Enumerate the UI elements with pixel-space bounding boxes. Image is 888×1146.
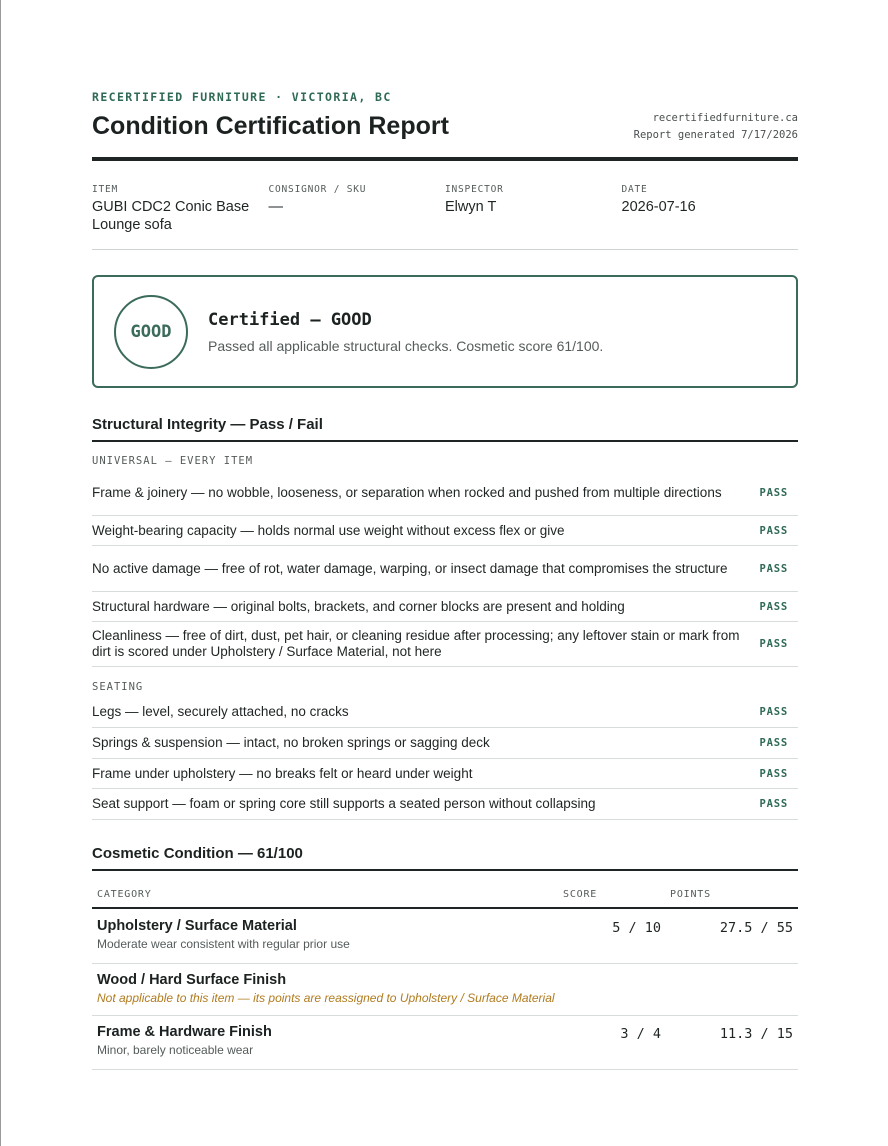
check-row — [92, 728, 798, 759]
group-label-universal: UNIVERSAL — EVERY ITEM — [92, 455, 254, 467]
meta-consignor-value: — — [268, 199, 283, 215]
cosmetic-heading: Cosmetic Condition — 61/100 — [92, 845, 798, 871]
col-category: CATEGORY — [97, 889, 152, 900]
meta-date-label: DATE — [621, 184, 648, 195]
check-text: Cleanliness — free of dirt, dust, pet hair, or cleaning residue after processing; any leftover stain or mark from dirt is scored under Upholstery / Surface Material, not here — [92, 628, 740, 659]
check-row — [92, 789, 798, 820]
check-result: PASS — [759, 524, 788, 537]
cosmetic-table-header — [92, 886, 798, 909]
meta-block — [92, 184, 798, 234]
table-row — [92, 964, 798, 1016]
check-row — [92, 546, 798, 592]
meta-consignor-label: CONSIGNOR / SKU — [268, 184, 367, 195]
check-result: PASS — [759, 767, 788, 780]
category-desc: Not applicable to this item — its points are reassigned to Upholstery / Surface Material — [97, 991, 555, 1005]
table-row — [92, 1016, 798, 1070]
check-result: PASS — [759, 737, 788, 749]
check-text: Frame & joinery — no wobble, looseness, or separation when rocked and pushed from multiple directions — [92, 484, 722, 500]
category-score: 5 / 10 — [612, 920, 661, 936]
certification-summary: Passed all applicable structural checks. Cosmetic score 61/100. — [208, 338, 604, 354]
check-row — [92, 516, 798, 546]
report-source — [634, 110, 798, 144]
check-result: PASS — [759, 562, 788, 575]
category-name: Upholstery / Surface Material — [97, 918, 297, 934]
check-row — [92, 470, 798, 516]
meta-divider — [92, 249, 798, 250]
brand-line: RECERTIFIED FURNITURE · VICTORIA, BC — [92, 90, 392, 104]
header-divider — [92, 157, 798, 161]
category-name: Wood / Hard Surface Finish — [97, 972, 287, 988]
category-score: 3 / 4 — [620, 1026, 661, 1042]
check-result: PASS — [759, 600, 788, 613]
meta-inspector-label: INSPECTOR — [445, 184, 504, 195]
check-result: PASS — [759, 638, 788, 650]
meta-item-label: ITEM — [92, 184, 119, 195]
grade-badge: GOOD — [114, 295, 188, 369]
page-title: Condition Certification Report — [92, 112, 449, 140]
structural-heading: Structural Integrity — Pass / Fail — [92, 416, 798, 442]
check-text: No active damage — free of rot, water damage, warping, or insect damage that compromises the structure — [92, 560, 728, 576]
check-text: Legs — level, securely attached, no cracks — [92, 704, 349, 719]
check-result: PASS — [759, 486, 788, 499]
meta-item — [92, 184, 269, 234]
check-result: PASS — [759, 798, 788, 810]
category-points: 11.3 / 15 — [719, 1026, 793, 1042]
meta-consignor — [269, 184, 446, 234]
check-text: Structural hardware — original bolts, brackets, and corner blocks are present and holding — [92, 598, 625, 614]
check-row — [92, 697, 798, 728]
meta-date-value: 2026-07-16 — [621, 199, 696, 215]
category-points: 27.5 / 55 — [719, 920, 793, 936]
site-url[interactable]: recertifiedfurniture.ca — [652, 112, 798, 124]
check-row — [92, 759, 798, 789]
category-name: Frame & Hardware Finish — [97, 1024, 272, 1040]
check-text: Frame under upholstery — no breaks felt or heard under weight — [92, 765, 473, 781]
meta-date — [622, 184, 799, 234]
generated-date: Report generated 7/17/2026 — [633, 129, 798, 141]
category-desc: Moderate wear consistent with regular prior use — [97, 937, 350, 951]
meta-inspector — [445, 184, 622, 234]
check-text: Seat support — foam or spring core still supports a seated person without collapsing — [92, 796, 596, 811]
check-row — [92, 592, 798, 622]
check-row — [92, 622, 798, 667]
check-text: Springs & suspension — intact, no broken springs or sagging deck — [92, 735, 490, 750]
certification-heading: Certified — GOOD — [208, 310, 372, 330]
category-desc: Minor, barely noticeable wear — [97, 1043, 254, 1057]
certification-box — [92, 275, 798, 388]
meta-item-value: GUBI CDC2 Conic Base Lounge sofa — [92, 199, 250, 233]
meta-inspector-value: Elwyn T — [445, 199, 497, 215]
table-row — [92, 910, 798, 964]
check-result: PASS — [759, 706, 788, 718]
col-points: POINTS — [670, 889, 711, 900]
col-score: SCORE — [563, 889, 598, 900]
group-label-seating: SEATING — [92, 681, 144, 693]
check-text: Weight-bearing capacity — holds normal use weight without excess flex or give — [92, 522, 565, 538]
